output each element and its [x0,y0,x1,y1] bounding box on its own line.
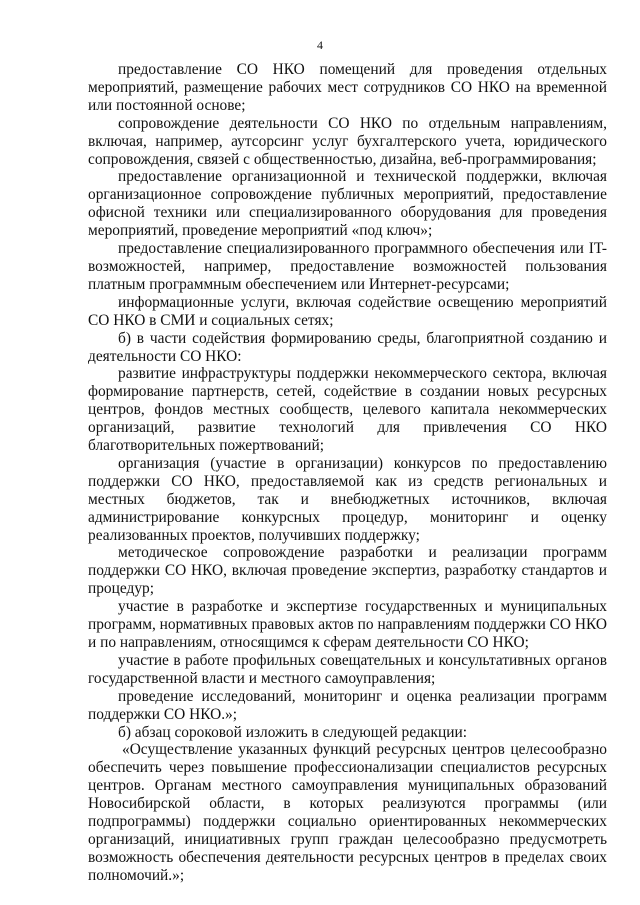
paragraph-councils: участие в работе профильных совещательных и консультативных органов государственной власти и местного самоуправления; [88,651,607,687]
paragraph-activity-support: сопровождение деятельности СО НКО по отдельным направлениям, включая, например, аутсорсинг услуг бухгалтерского учета, юридического сопровождения, связей с общественностью, дизайна, веб-программирования; [88,114,607,168]
page-number: 4 [317,38,323,52]
paragraph-organizational-support: предоставление организационной и технической поддержки, включая организационное сопровождение публичных мероприятий, предоставление офисной техники или специализированного оборудования для проведения мероприятий, проведение мероприятий «под ключ»; [88,168,607,240]
paragraph-premises: предоставление СО НКО помещений для проведения отдельных мероприятий, размещение рабочих мест сотрудников СО НКО на временной или постоянной основе; [88,61,607,114]
paragraph-software: предоставление специализированного программного обеспечения или IT-возможностей, например, предоставление возможностей пользования платным программным обеспечением или Интернет-ресурсами; [88,240,607,293]
paragraph-expertise: участие в разработке и экспертизе государственных и муниципальных программ, нормативных правовых актов по направлениям поддержки СО НКО и по направлениям, относящимся к сферам деятельности СО НКО; [88,598,607,651]
paragraph-information-services: информационные услуги, включая содействие освещению мероприятий СО НКО в СМИ и социальных сетях; [88,293,607,329]
paragraph-methodical-support: методическое сопровождение разработки и реализации программ поддержки СО НКО, включая проведение экспертиз, разработку стандартов и процедур; [88,544,607,598]
body-text [88,61,607,885]
paragraph-research: проведение исследований, мониторинг и оценка реализации программ поддержки СО НКО.»; [88,687,607,723]
paragraph-environment-heading: б) в части содействия формированию среды, благоприятной созданию и деятельности СО НКО: [88,329,607,365]
paragraph-infrastructure: развитие инфраструктуры поддержки некоммерческого сектора, включая формирование партнерств, сетей, содействие в создании новых ресурсных центров, фондов местных сообществ, целевого капитала некоммерческих организаций, развитие технологий для привлечения СО НКО благотворительных пожертвований; [88,365,607,455]
paragraph-contests: организация (участие в организации) конкурсов по предоставлению поддержки СО НКО, предоставляемой как из средств региональных и местных бюджетов, так и внебюджетных источников, включая администрирование конкурсных процедур, мониторинг и оценку реализованных проектов, получивших поддержку; [88,454,607,544]
paragraph-amendment-text: «Осуществление указанных функций ресурсных центров целесообразно обеспечить через повышение профессионализации специалистов ресурсных центров. Органам местного самоуправления муниципальных образований Новосибирской области, в которых реализуются программы (или подпрограммы) поддержки социально ориентированных некоммерческих организаций, инициативных групп граждан целесообразно предусмотреть возможность обеспечения деятельности ресурсных центров в пределах своих полномочий.»; [88,741,607,884]
paragraph-amendment-intro: б) абзац сороковой изложить в следующей редакции: [118,723,467,741]
